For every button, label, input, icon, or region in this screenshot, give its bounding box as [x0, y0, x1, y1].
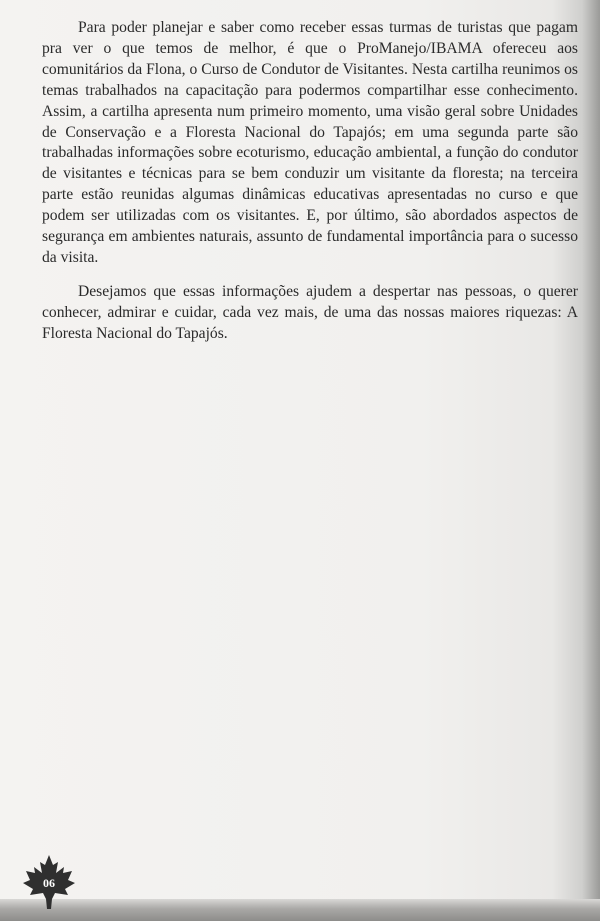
footer-band — [0, 899, 600, 921]
page-number: 06 — [43, 876, 55, 890]
body-text — [42, 18, 578, 345]
paragraph-2: Desejamos que essas informações ajudem a despertar nas pessoas, o querer conhecer, admirar e cuidar, cada vez mais, de uma das nossas maiores riquezas: A Floresta Nacional do Tapajós. — [42, 282, 578, 342]
paragraph-1: Para poder planejar e saber como receber essas turmas de turistas que pagam pra ver o que temos de melhor, é que o ProManejo/IBAMA ofereceu aos comunitários da Flona, o Curso de Condutor de Visitantes. Nesta cartilha reunimos os temas trabalhados na capacitação para podermos compartilhar esse conhecimento. Assim, a cartilha apresenta num primeiro momento, uma visão geral sobre Unidades de Conservação e a Floresta Nacional do Tapajós; em uma segunda parte são trabalhadas informações sobre ecoturismo, educação ambiental, a função do condutor de visitantes e técnicas para se bem conduzir um visitante da floresta; na terceira parte estão reunidas algumas dinâmicas educativas apresentadas no curso e que podem ser utilizadas com os visitantes. E, por último, são abordados aspectos de segurança em ambientes naturais, assunto de fundamental importância para o sucesso da visita. — [42, 19, 578, 266]
page-badge — [22, 854, 76, 910]
